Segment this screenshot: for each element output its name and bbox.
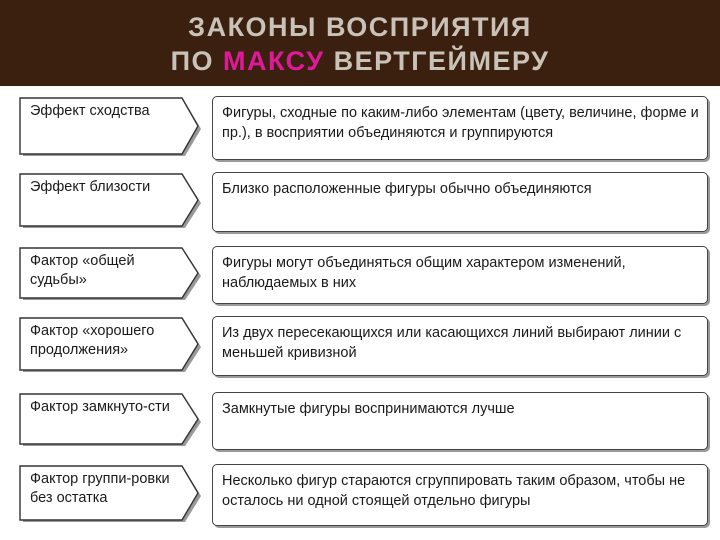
factor-arrow-box — [19, 246, 204, 304]
factor-label: Фактор «хорошего продолжения» — [30, 323, 155, 358]
law-row — [0, 464, 720, 526]
description-box — [212, 246, 708, 304]
law-row — [0, 96, 720, 160]
factor-arrow-box — [19, 96, 204, 160]
description-box — [212, 316, 708, 376]
factor-label: Фактор замкнуто-сти — [30, 399, 170, 415]
description-box — [212, 172, 708, 232]
description-text: Фигуры, сходные по каким-либо элементам (цвету, величине, форме и пр.), в восприятии объединяются и группируются — [222, 105, 699, 141]
title-line-2-prefix: ПО — [170, 46, 214, 76]
title-line-1: ЗАКОНЫ ВОСПРИЯТИЯ — [188, 12, 532, 42]
description-text: Фигуры могут объединяться общим характером изменений, наблюдаемых в них — [222, 255, 626, 291]
title-line-2 — [0, 44, 720, 78]
law-row — [0, 172, 720, 232]
factor-label: Фактор «общей судьбы» — [30, 253, 135, 288]
factor-label: Фактор группи-ровки без остатка — [30, 471, 170, 506]
law-row — [0, 316, 720, 376]
description-text: Из двух пересекающихся или касающихся линий выбирают линии с меньшей кривизной — [222, 325, 682, 361]
description-box — [212, 96, 708, 160]
description-box — [212, 464, 708, 526]
laws-table — [0, 96, 720, 536]
title-banner — [0, 0, 720, 86]
law-row — [0, 246, 720, 304]
description-box — [212, 392, 708, 450]
title-line-2-suffix: ВЕРТГЕЙМЕРУ — [333, 46, 550, 76]
title-highlight-name: МАКСУ — [223, 46, 325, 76]
description-text: Близко расположенные фигуры обычно объединяются — [222, 181, 592, 197]
factor-arrow-box — [19, 316, 204, 376]
factor-arrow-box — [19, 172, 204, 232]
factor-arrow-box — [19, 392, 204, 450]
description-text: Несколько фигур стараются сгруппировать таким образом, чтобы не осталось ни одной стоящей отдельно фигуры — [222, 473, 686, 509]
factor-label: Эффект сходства — [30, 103, 150, 119]
description-text: Замкнутые фигуры воспринимаются лучше — [222, 401, 515, 417]
factor-label: Эффект близости — [30, 179, 151, 195]
law-row — [0, 392, 720, 450]
factor-arrow-box — [19, 464, 204, 526]
